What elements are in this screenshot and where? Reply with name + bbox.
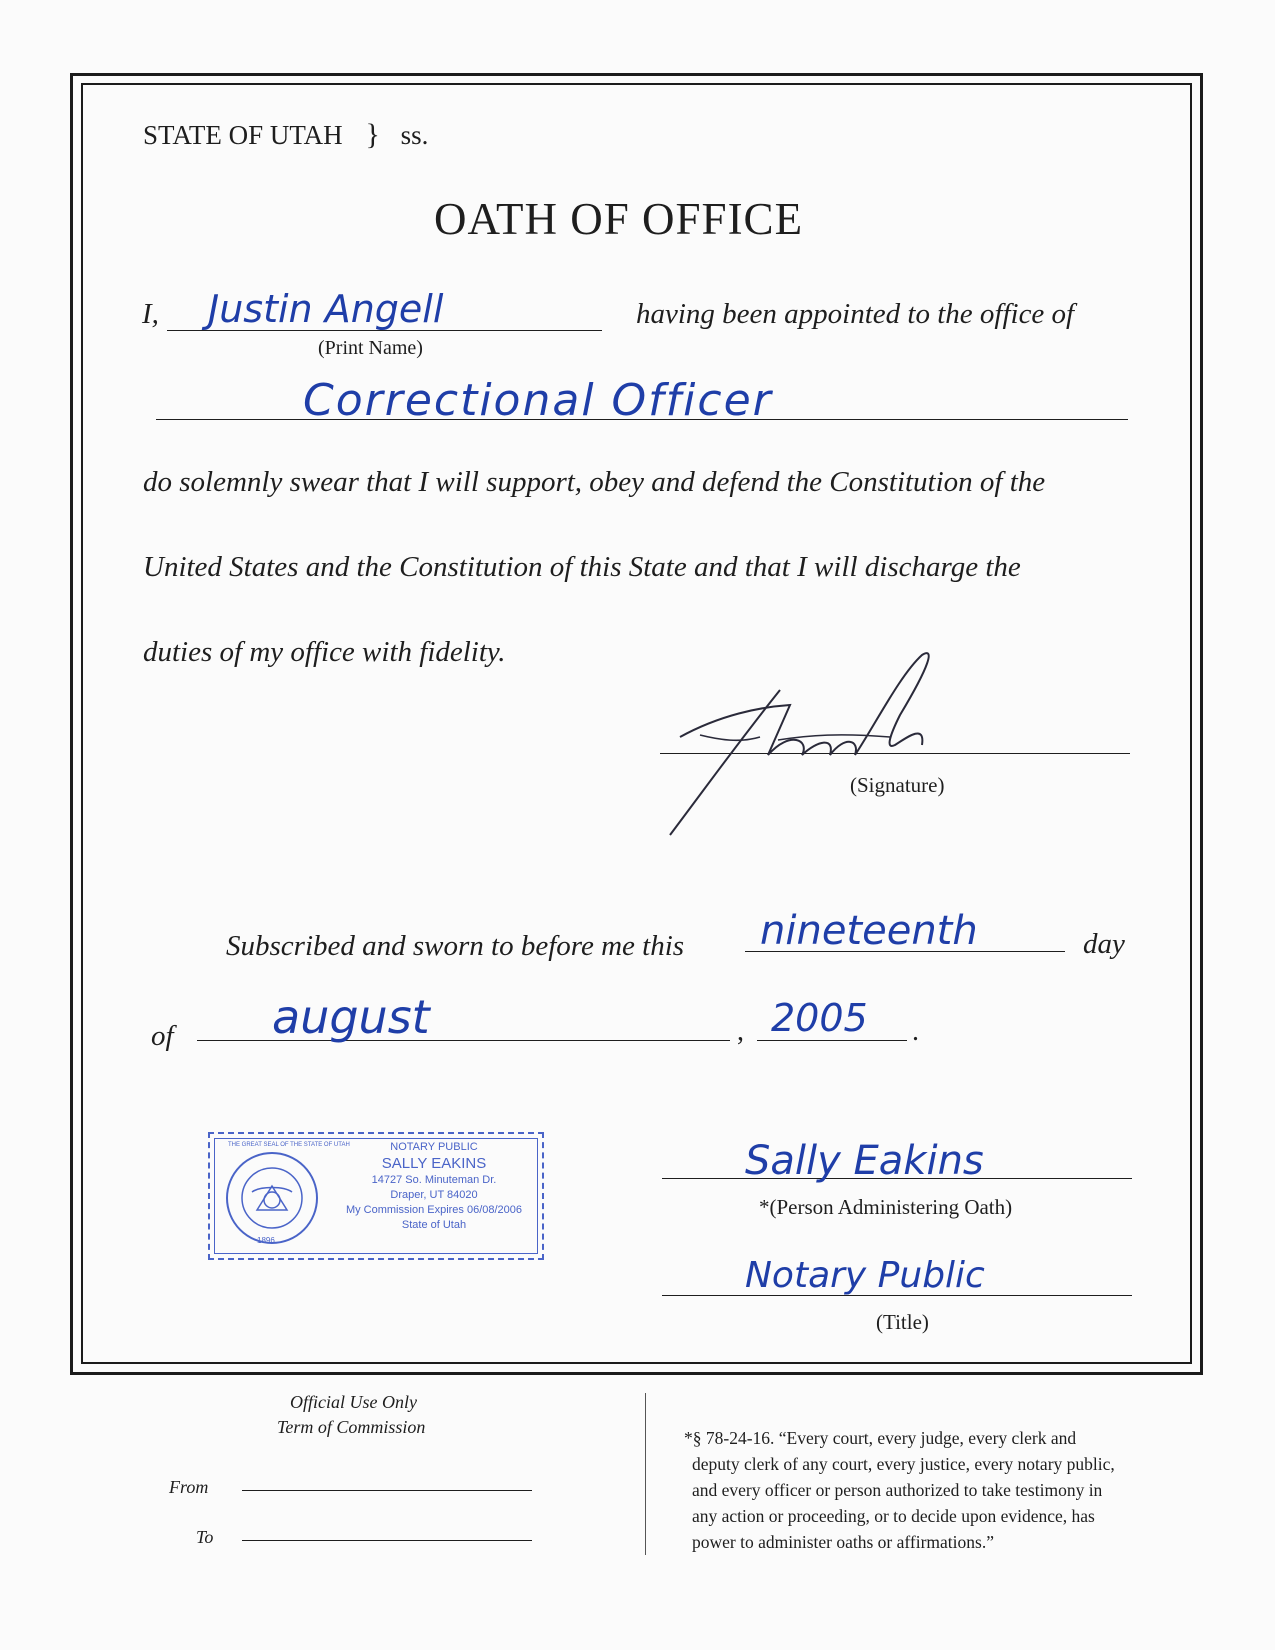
- administrator-signature: Sally Eakins: [745, 1138, 984, 1184]
- month-comma: ,: [737, 1016, 744, 1047]
- year-period: .: [912, 1016, 919, 1047]
- statute-line-3: and every officer or person authorized to take testimony in: [692, 1480, 1103, 1500]
- stamp-line-1: NOTARY PUBLIC: [390, 1141, 478, 1153]
- stamp-line-2: SALLY EAKINS: [381, 1155, 487, 1172]
- office-value: Correctional Officer: [303, 375, 773, 426]
- administrator-label: *(Person Administering Oath): [759, 1195, 1013, 1219]
- day-word: day: [1083, 928, 1125, 960]
- from-underline[interactable]: [242, 1490, 532, 1491]
- statute-line-4: any action or proceeding, or to decide upon evidence, has: [692, 1506, 1095, 1526]
- appointed-text: having been appointed to the office of: [636, 298, 1075, 330]
- stamp-line-4: Draper, UT 84020: [390, 1189, 478, 1201]
- oath-body-line-2: United States and the Constitution of this State and that I will discharge the: [143, 551, 1021, 583]
- oath-body-line-3: duties of my office with fidelity.: [143, 636, 506, 668]
- statute-line-2: deputy clerk of any court, every justice, every notary public,: [692, 1454, 1115, 1474]
- ss-abbrev: ss.: [400, 120, 429, 150]
- official-use-line-1: Official Use Only: [290, 1392, 417, 1412]
- footer-divider: [645, 1393, 646, 1555]
- brace: }: [365, 118, 380, 151]
- day-value: nineteenth: [760, 908, 978, 954]
- stamp-text: [328, 1140, 540, 1233]
- state-seal-icon: [224, 1150, 320, 1246]
- state-name: STATE OF UTAH: [143, 120, 343, 150]
- official-use-line-2: Term of Commission: [277, 1417, 426, 1437]
- year-value: 2005: [771, 996, 868, 1040]
- of-word: of: [151, 1020, 174, 1052]
- stamp-line-3: 14727 So. Minuteman Dr.: [371, 1174, 497, 1186]
- seal-text: THE GREAT SEAL OF THE STATE OF UTAH: [228, 1142, 350, 1148]
- to-underline[interactable]: [242, 1540, 532, 1541]
- stamp-line-6: State of Utah: [401, 1219, 467, 1231]
- signature-label: (Signature): [850, 773, 945, 797]
- state-heading: [143, 118, 428, 152]
- from-label: From: [169, 1477, 209, 1497]
- stamp-line-5: My Commission Expires 06/08/2006: [345, 1204, 523, 1216]
- page-title: OATH OF OFFICE: [434, 194, 804, 244]
- administrator-title: Notary Public: [745, 1255, 985, 1296]
- seal-year: 1896: [257, 1236, 275, 1245]
- statute-note: [684, 1425, 1115, 1555]
- statute-line-1: *§ 78-24-16. “Every court, every judge, every clerk and: [684, 1428, 1077, 1448]
- month-value: august: [272, 990, 430, 1044]
- notary-stamp: [208, 1132, 544, 1260]
- oath-body-line-1: do solemnly swear that I will support, obey and defend the Constitution of the: [143, 466, 1046, 498]
- justin-angell-signature: [660, 645, 990, 845]
- year-underline: [757, 1040, 907, 1041]
- subscribed-text: Subscribed and sworn to before me this: [226, 930, 685, 962]
- name-value: Justin Angell: [208, 287, 444, 331]
- title-label: (Title): [876, 1310, 929, 1334]
- oath-intro: I,: [142, 298, 159, 330]
- statute-line-5: power to administer oaths or affirmations.”: [692, 1532, 994, 1552]
- name-label: (Print Name): [318, 337, 423, 359]
- to-label: To: [196, 1527, 214, 1547]
